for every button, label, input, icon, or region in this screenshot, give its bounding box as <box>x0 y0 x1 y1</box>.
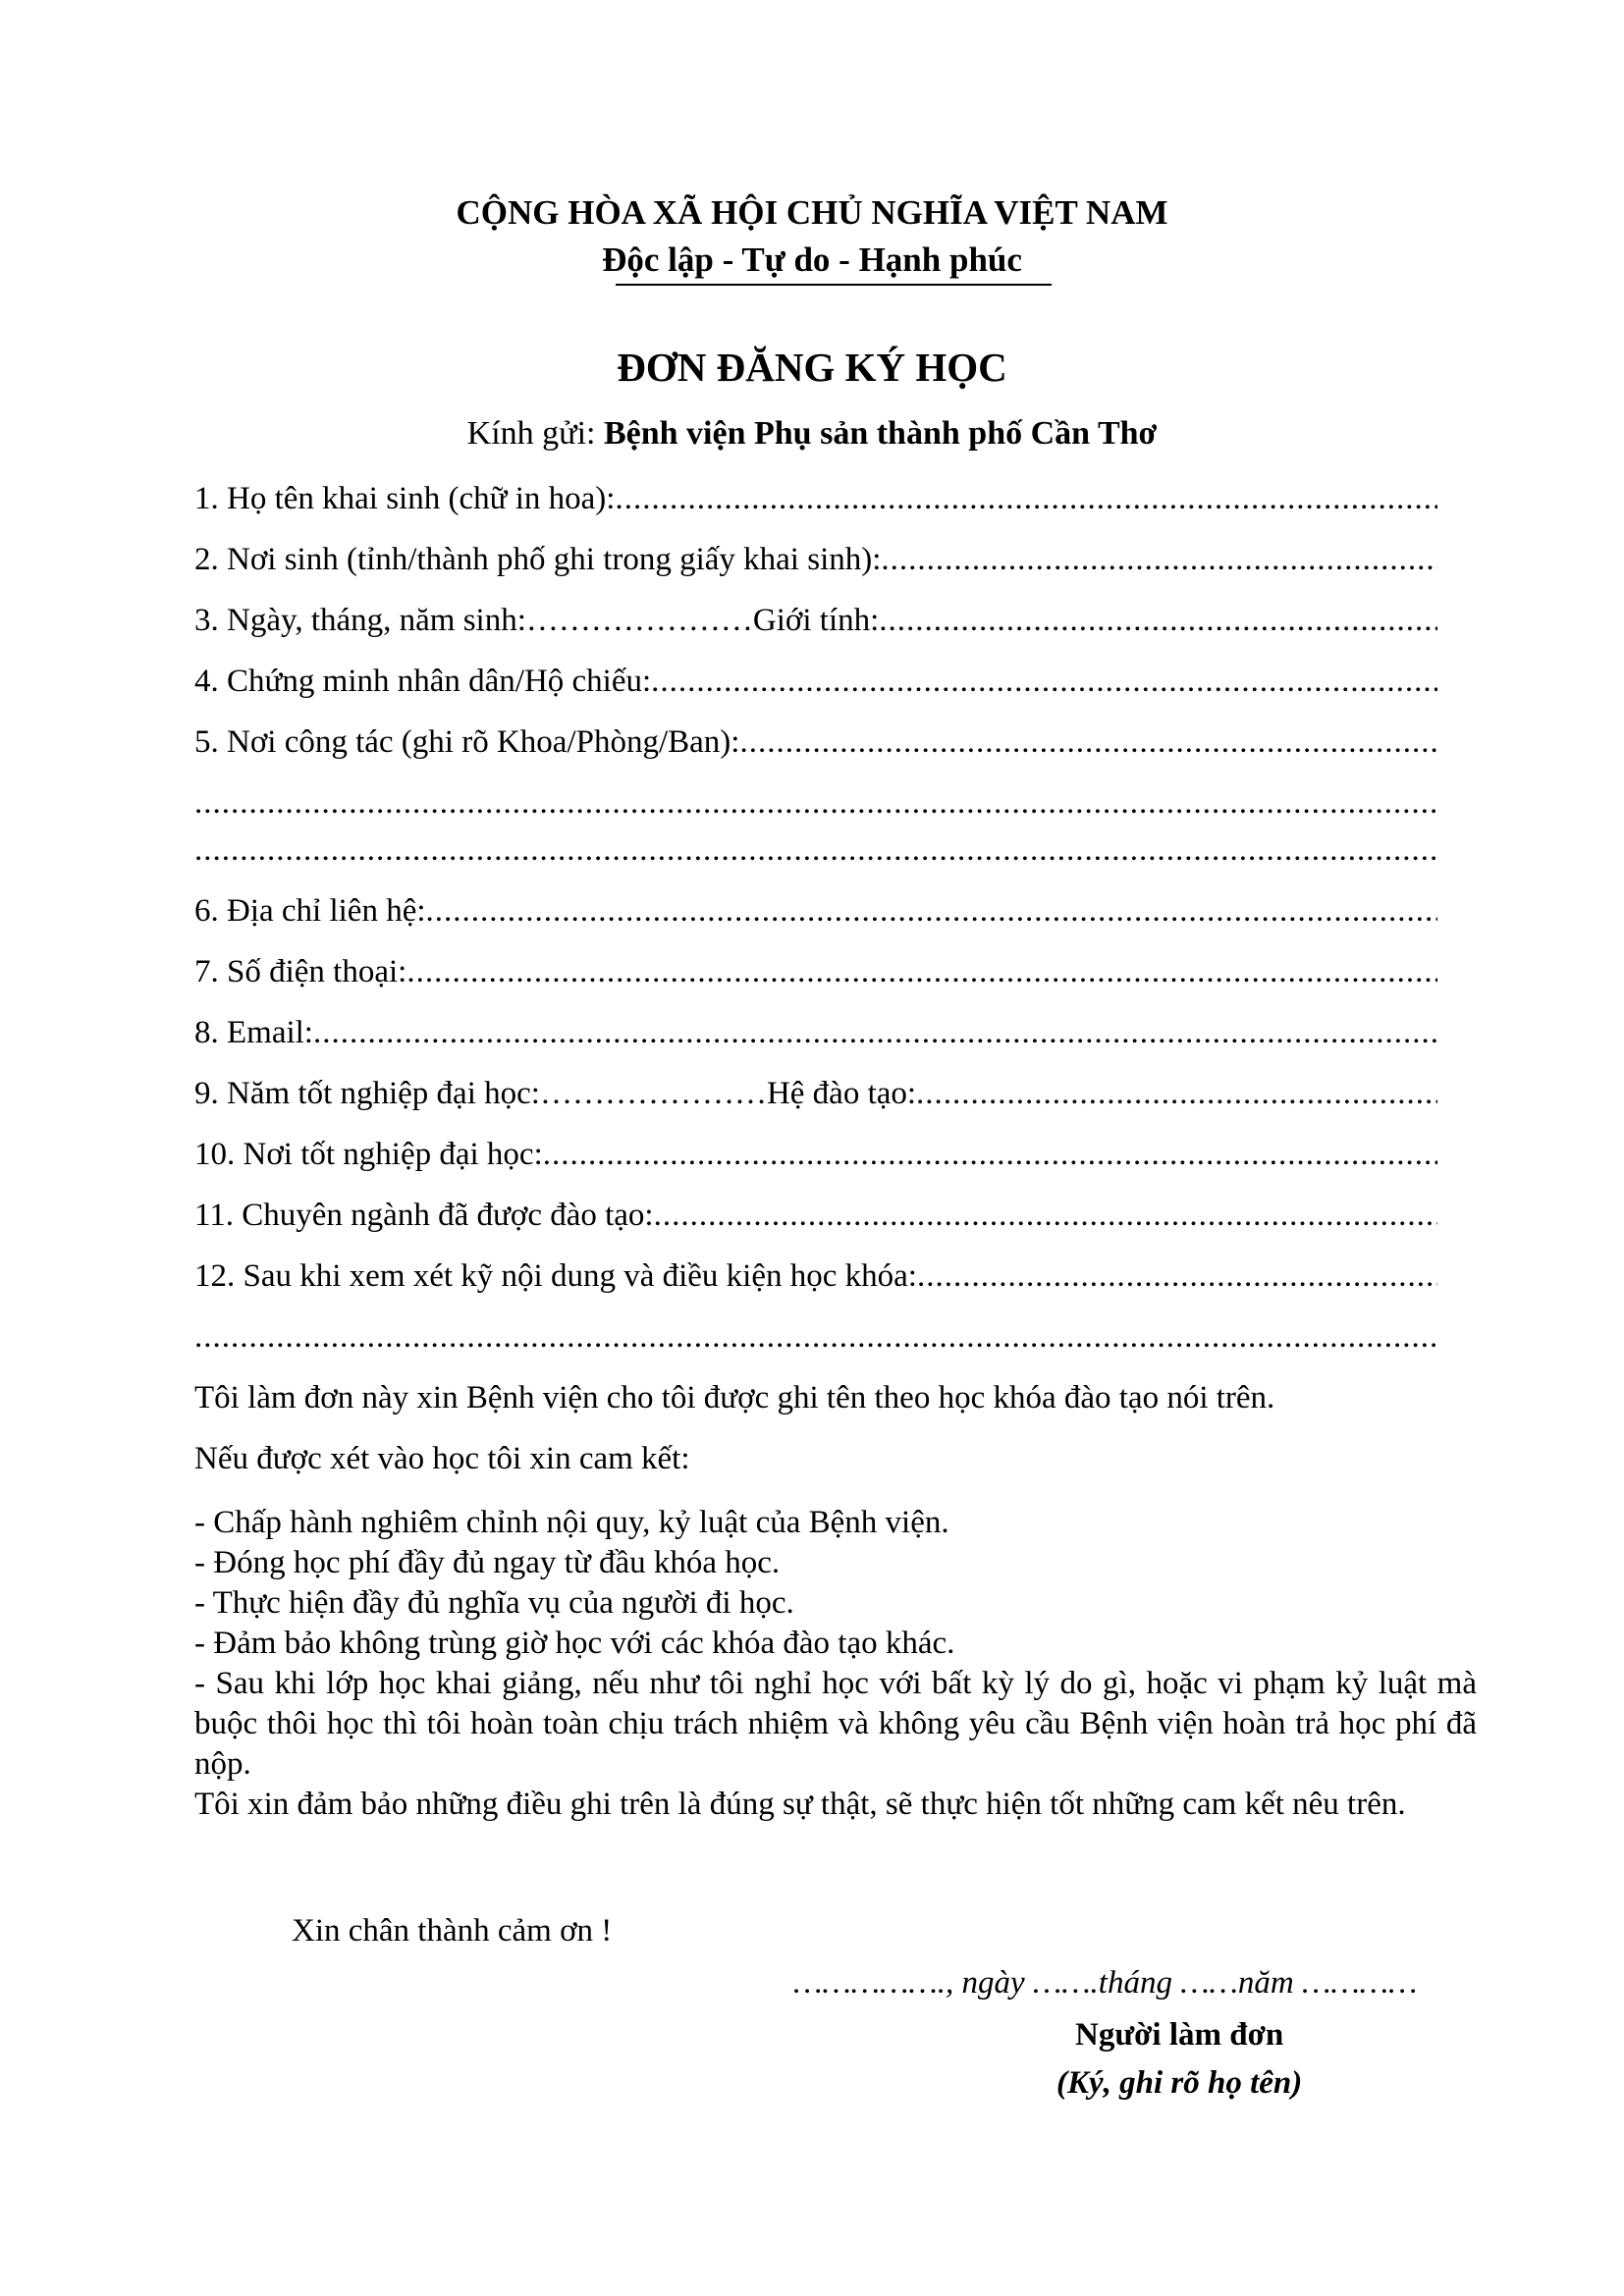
signer-title: Người làm đơn <box>1075 2017 1284 2053</box>
field-workplace-line-2[interactable] <box>194 783 1437 823</box>
fill-line-graduation-year[interactable]: ………………… <box>539 1076 767 1111</box>
fill-line[interactable] <box>406 952 1437 991</box>
field-workplace[interactable] <box>194 722 1437 762</box>
field-birthplace[interactable] <box>194 540 1437 579</box>
national-motto: Độc lập - Tự do - Hạnh phúc <box>602 240 1022 279</box>
commitment-item: - Thực hiện đầy đủ nghĩa vụ của người đi học. <box>194 1585 794 1621</box>
field-label-email: 8. Email: <box>194 1015 313 1050</box>
commitment-list <box>194 1503 1477 1825</box>
field-university[interactable] <box>194 1135 1437 1174</box>
fill-line[interactable] <box>543 1135 1437 1174</box>
field-label-course-review: 12. Sau khi xem xét kỹ nội dung và điều kiện học khóa: <box>194 1258 917 1294</box>
commitment-intro: Nếu được xét vào học tôi xin cam kết: <box>194 1441 690 1476</box>
field-label-gender: Giới tính: <box>752 603 880 638</box>
commitment-item: - Chấp hành nghiêm chỉnh nội quy, kỷ luật của Bệnh viện. <box>194 1505 949 1540</box>
field-label-full-name: 1. Họ tên khai sinh (chữ in hoa): <box>194 481 616 516</box>
fill-line[interactable] <box>739 722 1437 762</box>
date-line[interactable]: ……………., ngày …….tháng ……năm ………… <box>793 1965 1418 2001</box>
field-course-review-line-2[interactable] <box>194 1317 1437 1357</box>
thanks-line: Xin chân thành cảm ơn ! <box>292 1913 613 1949</box>
national-title: CỘNG HÒA XÃ HỘI CHỦ NGHĨA VIỆT NAM <box>456 193 1168 232</box>
field-label-training-system: Hệ đào tạo: <box>766 1076 917 1111</box>
fill-line[interactable] <box>194 1317 1437 1357</box>
signature-note: (Ký, ghi rõ họ tên) <box>1056 2065 1303 2101</box>
field-id-passport[interactable] <box>194 662 1437 701</box>
field-specialty[interactable] <box>194 1196 1437 1235</box>
field-label-phone: 7. Số điện thoại: <box>194 954 407 989</box>
recipient-name: Bệnh viện Phụ sản thành phố Cần Thơ <box>603 415 1158 452</box>
fill-line[interactable] <box>194 783 1437 823</box>
commitment-item: - Sau khi lớp học khai giảng, nếu như tôi nghỉ học với bất kỳ lý do gì, hoặc vi phạm kỷ luật mà buộc thôi học thì tôi hoàn toàn chịu trách nhiệm và không yêu cầu Bệnh viện hoàn trả học phí đã nộp. <box>194 1666 1477 1782</box>
commitment-item: - Đóng học phí đầy đủ ngay từ đầu khóa học. <box>194 1545 781 1580</box>
form-title: ĐƠN ĐĂNG KÝ HỌC <box>617 345 1007 390</box>
recipient-line <box>0 415 1624 453</box>
fill-line[interactable] <box>881 540 1437 579</box>
request-paragraph: Tôi làm đơn này xin Bệnh viện cho tôi được ghi tên theo học khóa đào tạo nói trên. <box>194 1380 1275 1415</box>
field-label-specialty: 11. Chuyên ngành đã được đào tạo: <box>194 1198 654 1233</box>
field-label-graduation-year: 9. Năm tốt nghiệp đại học: <box>194 1076 540 1111</box>
field-label-address: 6. Địa chỉ liên hệ: <box>194 893 426 929</box>
field-label-id-passport: 4. Chứng minh nhân dân/Hộ chiếu: <box>194 664 652 699</box>
field-label-birthdate: 3. Ngày, tháng, năm sinh: <box>194 603 526 638</box>
assurance-paragraph: Tôi xin đảm bảo những điều ghi trên là đúng sự thật, sẽ thực hiện tốt những cam kết nêu trên. <box>194 1787 1406 1822</box>
fill-line[interactable] <box>917 1256 1437 1296</box>
field-birthdate-gender[interactable] <box>194 601 1437 640</box>
commitment-item: - Đảm bảo không trùng giờ học với các khóa đào tạo khác. <box>194 1626 955 1661</box>
field-course-review[interactable] <box>194 1256 1437 1296</box>
fill-line[interactable] <box>879 601 1437 640</box>
motto-underline <box>616 284 1052 286</box>
fill-line-birthdate[interactable]: ………………… <box>525 603 753 638</box>
recipient-prefix: Kính gửi: <box>466 415 604 452</box>
field-label-birthplace: 2. Nơi sinh (tỉnh/thành phố ghi trong giấy khai sinh): <box>194 542 882 577</box>
fill-line[interactable] <box>313 1013 1437 1052</box>
fill-line[interactable] <box>654 1196 1437 1235</box>
fill-line[interactable] <box>615 479 1437 518</box>
field-workplace-line-3[interactable] <box>194 830 1437 870</box>
fill-line[interactable] <box>194 830 1437 870</box>
field-label-university: 10. Nơi tốt nghiệp đại học: <box>194 1137 543 1172</box>
field-graduation-year[interactable] <box>194 1074 1437 1113</box>
field-phone[interactable] <box>194 952 1437 991</box>
field-email[interactable] <box>194 1013 1437 1052</box>
fill-line[interactable] <box>916 1074 1437 1113</box>
fill-line[interactable] <box>651 662 1437 701</box>
field-full-name[interactable] <box>194 479 1437 518</box>
fill-line[interactable] <box>426 891 1437 931</box>
field-label-workplace: 5. Nơi công tác (ghi rõ Khoa/Phòng/Ban): <box>194 724 740 760</box>
field-address[interactable] <box>194 891 1437 931</box>
